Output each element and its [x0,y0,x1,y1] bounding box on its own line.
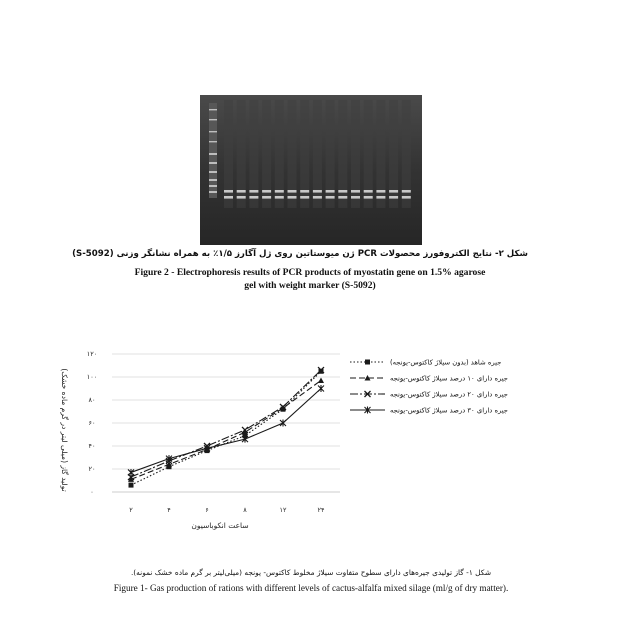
x-tick-label: ۴ [167,506,171,514]
ladder-band [209,185,217,187]
pcr-band [389,190,398,193]
pcr-band [389,196,398,199]
ladder-band [209,191,217,193]
pcr-band [249,190,258,193]
ladder-band [209,171,217,173]
pcr-band [224,196,233,199]
pcr-band [237,196,246,199]
pcr-band [402,196,411,199]
electrophoresis-gel-image [200,95,422,245]
pcr-band [313,190,322,193]
figure1-caption-persian: شکل ۱- گاز تولیدی جیره‌های دارای سطوح متفاوت سیلاژ مخلوط کاکتوس- یونجه (میلی‌لیتر بر گرم ماده خشک نمونه). [130,568,492,577]
ladder-band [209,119,217,120]
pcr-band [364,190,373,193]
x-tick-label: ۲ [129,506,133,514]
pcr-band [376,196,385,199]
ladder-band [209,109,217,110]
pcr-band [288,196,297,199]
figure2-caption-english-line1: Figure 2 - Electrophoresis results of PCR products of myostatin gene on 1.5% agarose [134,267,486,278]
legend-entry [350,375,508,383]
pcr-band [262,190,271,193]
x-tick-label: ۸ [243,506,247,514]
gel-background [200,95,422,245]
y-axis-tick-labels [87,350,97,496]
series-4 [128,385,324,476]
figure2-caption-persian: شکل ۲- نتایج الکتروفورز محصولات PCR ژن میوستاتین روی ژل آگارز ۱/۵٪ به همراه نشانگر وزنی (S-5092) [72,249,528,259]
y-tick-label: ۶۰ [88,419,96,427]
legend-label: جیره شاهد (بدون سیلاژ کاکتوس-یونجه) [390,358,502,367]
y-tick-label: ۰ [90,488,94,496]
pcr-band [338,190,347,193]
legend-entry [350,407,508,415]
y-tick-label: ۴۰ [88,442,96,450]
chart-series [128,367,324,488]
gas-production-line-chart [40,340,600,540]
pcr-band [300,190,309,193]
pcr-band [300,196,309,199]
legend-label: جیره دارای ۱۰ درصد سیلاژ کاکتوس-یونجه [390,374,509,383]
chart-legend [350,359,508,415]
pcr-band [275,196,284,199]
ladder-band [209,153,217,155]
series-line [131,370,321,477]
data-point [365,360,370,365]
pcr-band [288,190,297,193]
ladder-lane [209,103,217,198]
pcr-band [224,190,233,193]
pcr-band [351,190,360,193]
data-point [318,377,324,383]
pcr-band [351,196,360,199]
pcr-band [326,196,335,199]
pcr-band [237,190,246,193]
pcr-band [262,196,271,199]
figure2-caption-english-line2: gel with weight marker (S-5092) [244,280,376,291]
figure1-caption-english: Figure 1- Gas production of rations with different levels of cactus-alfalfa mixed silage (ml/g of dry matter). [113,583,509,593]
pcr-band [275,190,284,193]
x-axis-label: ساعت انکوباسیون [191,521,249,530]
series-1 [129,369,324,488]
x-tick-label: ۱۲ [279,506,287,514]
y-tick-label: ۱۰۰ [86,373,98,381]
pcr-band [376,190,385,193]
ladder-band [209,162,217,164]
y-tick-label: ۱۲۰ [86,350,98,358]
x-tick-label: ۲۴ [317,506,325,514]
legend-label: جیره دارای ۲۰ درصد سیلاژ کاکتوس-یونجه [390,390,509,399]
legend-entry [350,359,501,367]
ladder-band [209,141,217,142]
pcr-band [313,196,322,199]
x-tick-label: ۶ [205,506,209,514]
pcr-band [364,196,373,199]
pcr-band [249,196,258,199]
chart-gridlines [112,354,340,492]
pcr-band [326,190,335,193]
y-tick-label: ۲۰ [88,465,96,473]
pcr-band [338,196,347,199]
pcr-band [402,190,411,193]
data-point [129,483,134,488]
legend-entry [350,391,508,399]
y-tick-label: ۸۰ [88,396,96,404]
data-point [318,385,324,392]
ladder-band [209,179,217,181]
legend-label: جیره دارای ۳۰ درصد سیلاژ کاکتوس-یونجه [390,406,509,415]
y-axis-label: تولید گاز (میلی لیتر در گرم ماده خشک) [60,368,69,492]
ladder-band [209,131,217,132]
data-point [128,469,134,476]
x-axis-tick-labels [129,506,325,514]
